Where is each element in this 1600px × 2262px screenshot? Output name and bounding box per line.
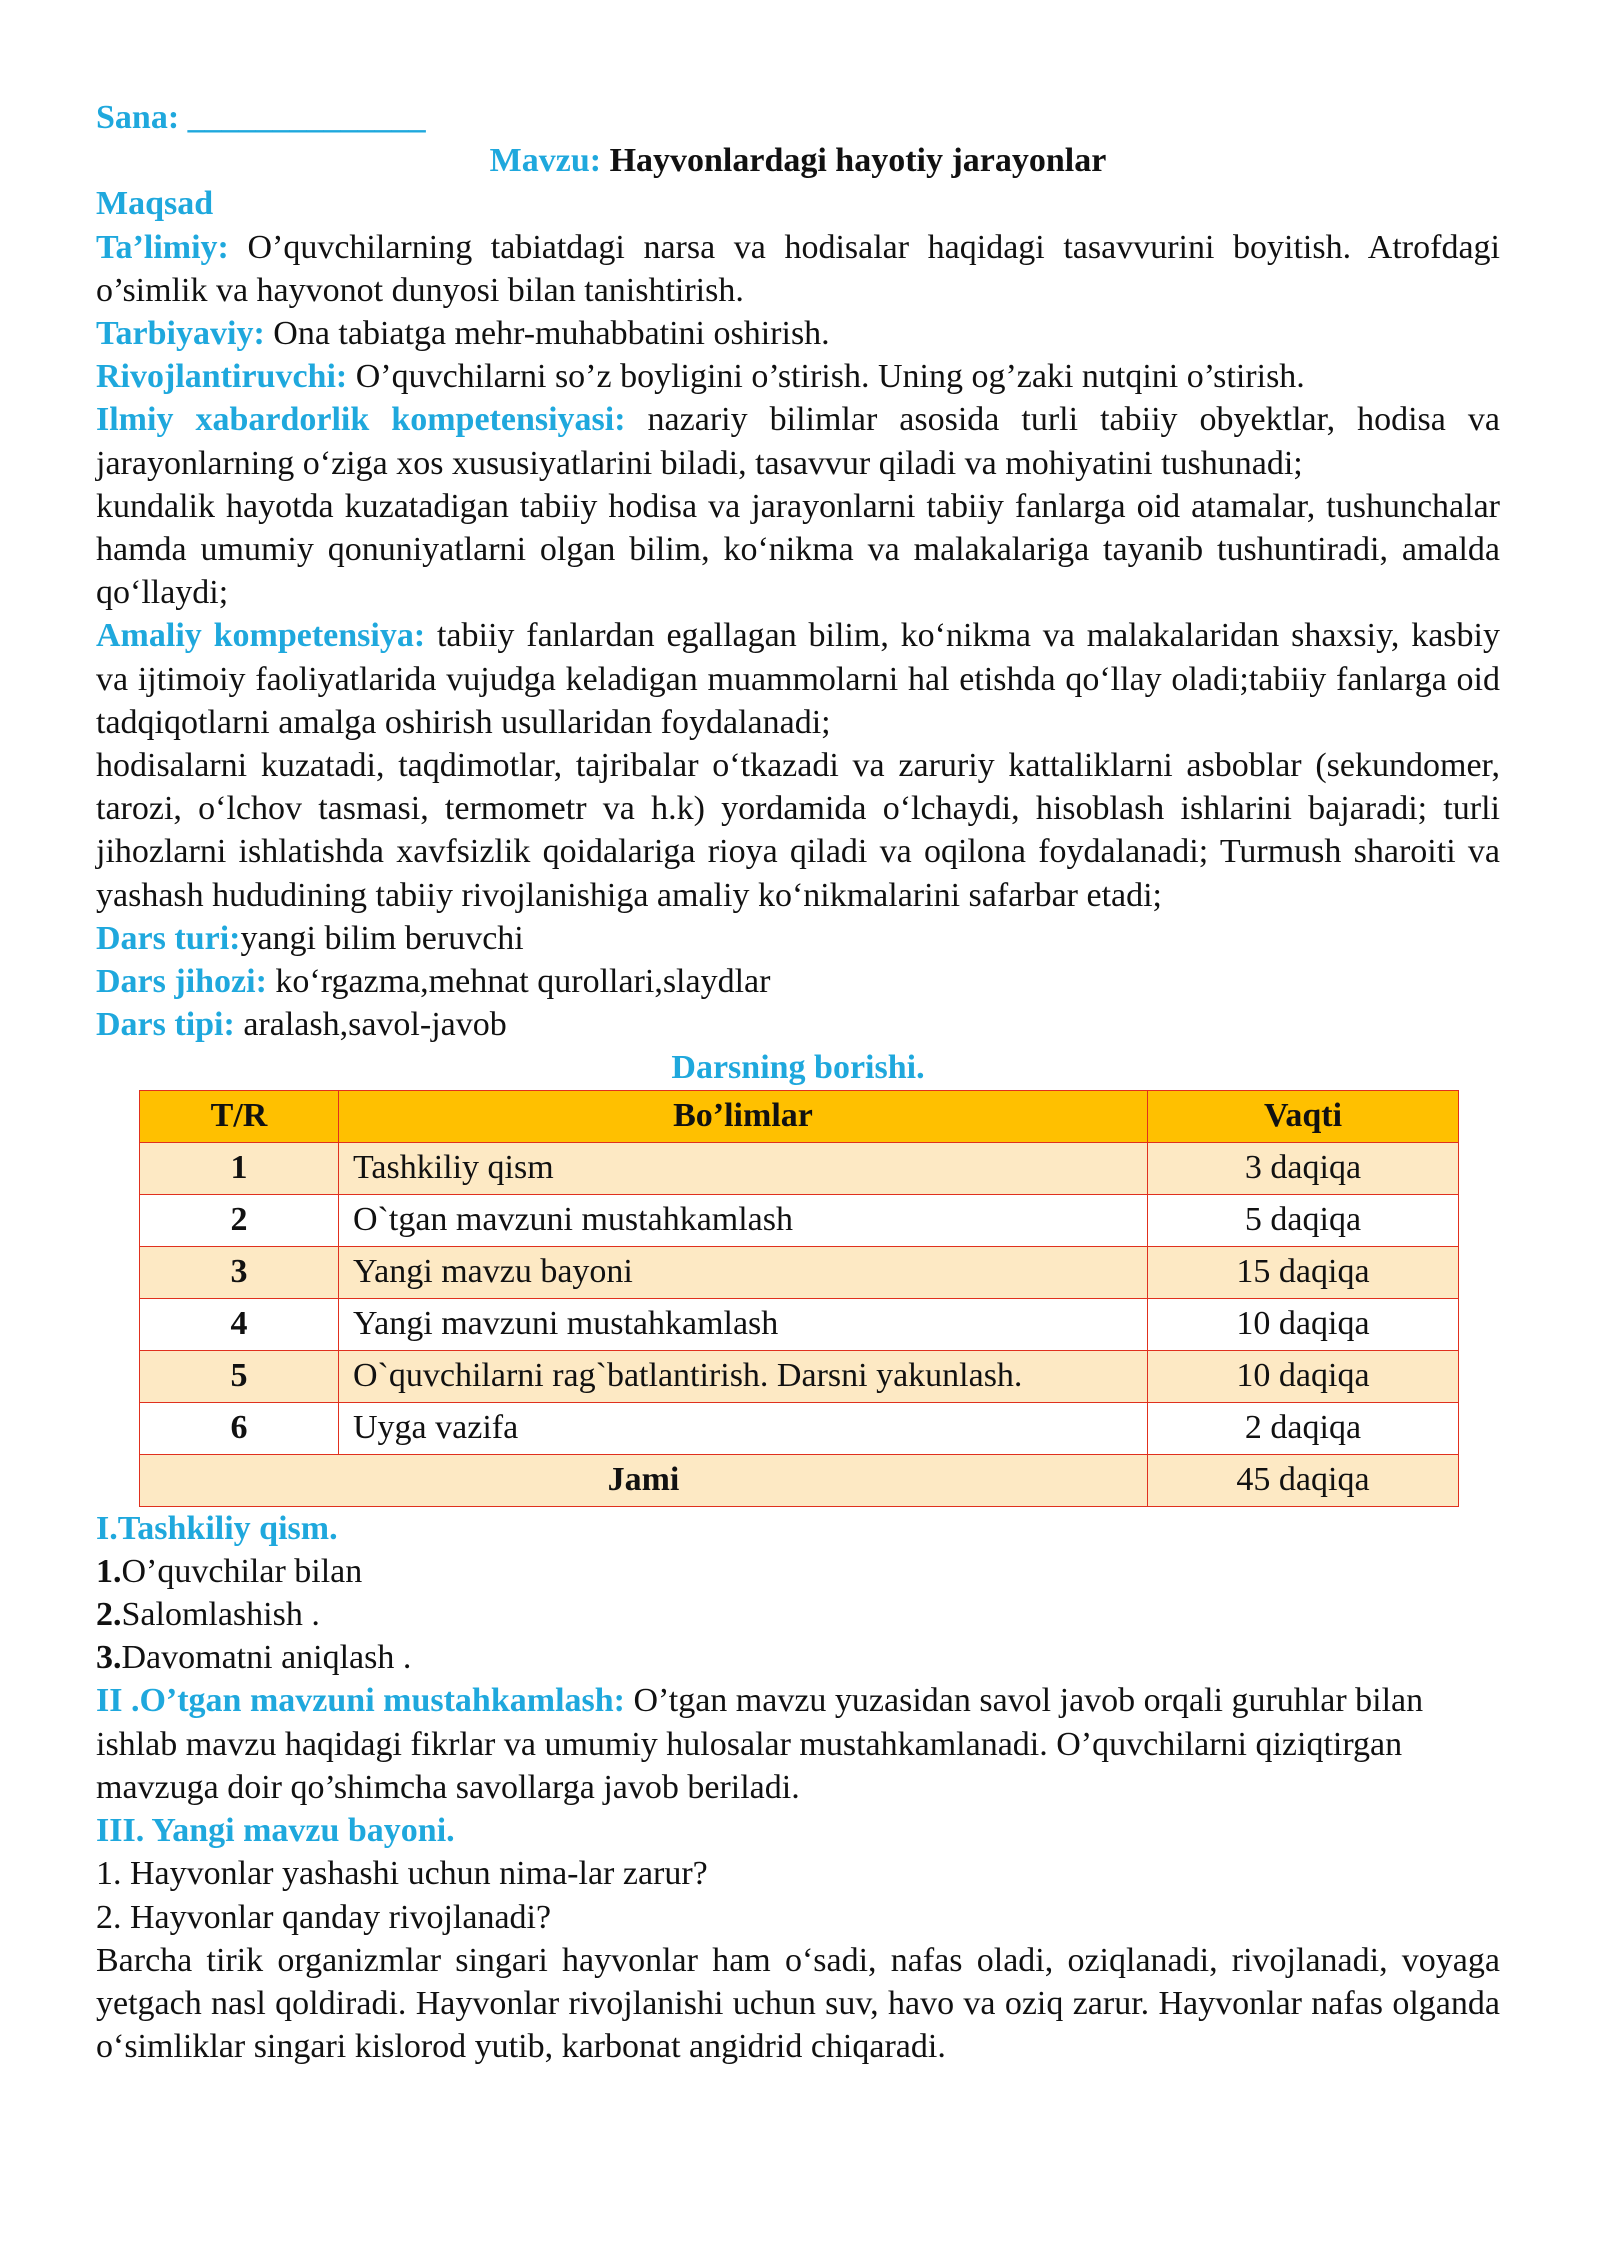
lesson-equipment-line [96, 960, 1500, 1003]
rivoj-paragraph [96, 355, 1500, 398]
row-section: Yangi mavzu bayoni [339, 1246, 1148, 1298]
table-header-row [140, 1090, 1459, 1142]
topic-line [96, 139, 1500, 182]
part1-heading: I.Tashkiliy qism. [96, 1509, 338, 1547]
lesson-equipment-text: ko‘rgazma,mehnat qurollari,slaydlar [266, 963, 771, 1001]
part1-item-text: Davomatni aniqlash . [121, 1639, 412, 1677]
talimiy-label: Ta’limiy: [96, 228, 229, 266]
lesson-type-line [96, 917, 1500, 960]
total-label: Jami [140, 1454, 1148, 1506]
ilmiy-text: nazariy bilimlar asosida turli tabiiy obyektlar, hodisa va jarayonlarning o‘ziga xos xususiyatlarini biladi, tasavvur qiladi va mohiyatini tushunadi; [96, 401, 1500, 482]
ilmiy-label: Ilmiy xabardorlik kompetensiyasi: [96, 401, 626, 439]
part1-item-number: 2. [96, 1596, 122, 1634]
talimiy-text: O’quvchilarning tabiatdagi narsa va hodisalar haqidagi tasavvurini boyitish. Atrofdagi o’simlik va hayvonot dunyosi bilan tanishtirish. [96, 228, 1500, 309]
date-label: Sana: [96, 99, 180, 136]
row-section: Tashkiliy qism [339, 1142, 1148, 1194]
header-sections: Bo’limlar [339, 1090, 1148, 1142]
part2-paragraph [96, 1679, 1500, 1809]
lesson-type-label: Dars turi: [96, 919, 241, 957]
table-row [140, 1142, 1459, 1194]
table-row [140, 1246, 1459, 1298]
date-blank: ______________ [187, 99, 426, 136]
row-section: Uyga vazifa [339, 1402, 1148, 1454]
part1-item [96, 1593, 1500, 1636]
row-time: 5 daqiqa [1148, 1194, 1459, 1246]
lesson-kind-line [96, 1003, 1500, 1046]
table-row [140, 1350, 1459, 1402]
rivoj-label: Rivojlantiruvchi: [96, 358, 348, 396]
tarbiyaviy-paragraph [96, 312, 1500, 355]
lesson-kind-label: Dars tipi: [96, 1006, 235, 1044]
part3-question-2: 2. Hayvonlar qanday rivojlanadi? [96, 1898, 552, 1936]
date-line [96, 96, 1500, 139]
tarbiyaviy-text: Ona tabiatga mehr-muhabbatini oshirish. [264, 315, 830, 353]
part1-item-text: O’quvchilar bilan [121, 1552, 363, 1590]
amaliy-paragraph [96, 614, 1500, 744]
lesson-equipment-label: Dars jihozi: [96, 963, 267, 1001]
part1-item [96, 1550, 1500, 1593]
part2-label: II .O’tgan mavzuni mustahkamlash: [96, 1682, 625, 1720]
header-tr: T/R [140, 1090, 339, 1142]
total-time: 45 daqiqa [1148, 1454, 1459, 1506]
row-time: 3 daqiqa [1148, 1142, 1459, 1194]
topic-title: Hayvonlardagi hayotiy jarayonlar [609, 142, 1107, 180]
row-time: 10 daqiqa [1148, 1350, 1459, 1402]
row-number: 1 [140, 1142, 339, 1194]
row-number: 5 [140, 1350, 339, 1402]
part3-heading: III. Yangi mavzu bayoni. [96, 1812, 455, 1850]
row-time: 15 daqiqa [1148, 1246, 1459, 1298]
lesson-type-text: yangi bilim beruvchi [240, 919, 524, 957]
part1-item-number: 3. [96, 1639, 122, 1677]
ilmiy-paragraph [96, 398, 1500, 484]
talimiy-paragraph [96, 226, 1500, 312]
row-section: Yangi mavzuni mustahkamlash [339, 1298, 1148, 1350]
rivoj-text: O’quvchilarni so’z boyligini o’stirish. Uning og’zaki nutqini o’stirish. [347, 358, 1305, 396]
row-number: 3 [140, 1246, 339, 1298]
part1-item-text: Salomlashish . [121, 1596, 320, 1634]
row-number: 6 [140, 1402, 339, 1454]
header-time: Vaqti [1148, 1090, 1459, 1142]
lesson-plan-table [139, 1090, 1459, 1507]
row-time: 10 daqiqa [1148, 1298, 1459, 1350]
row-section: O`quvchilarni rag`batlantirish. Darsni yakunlash. [339, 1350, 1148, 1402]
ilmiy-paragraph-2: kundalik hayotda kuzatadigan tabiiy hodisa va jarayonlarni tabiiy fanlarga oid atamalar, tushunchalar hamda umumiy qonuniyatlarni olgan bilim, ko‘nikma va malakalariga tayanib tushuntiradi, amalda qo‘llaydi; [96, 487, 1500, 612]
part3-question-1: 1. Hayvonlar yashashi uchun nima-lar zarur? [96, 1855, 708, 1893]
row-number: 2 [140, 1194, 339, 1246]
row-time: 2 daqiqa [1148, 1402, 1459, 1454]
row-section: O`tgan mavzuni mustahkamlash [339, 1194, 1148, 1246]
part3-body: Barcha tirik organizmlar singari hayvonlar ham o‘sadi, nafas oladi, oziqlanadi, rivojlanadi, voyaga yetgach nasl qoldiradi. Hayvonlar rivojlanishi uchun suv, havo va oziq zarur. Hayvonlar nafas olganda o‘simliklar singari kislorod yutib, karbonat angidrid chiqaradi. [96, 1941, 1500, 2066]
part1-item [96, 1636, 1500, 1679]
tarbiyaviy-label: Tarbiyaviy: [96, 315, 265, 353]
amaliy-paragraph-2: hodisalarni kuzatadi, taqdimotlar, tajribalar o‘tkazadi va zaruriy kattaliklarni asboblar (sekundomer, tarozi, o‘lchov tasmasi, termometr va h.k) yordamida o‘lchaydi, hisoblash ishlarini bajaradi; turli jihozlarni ishlatishda xavfsizlik qoidalariga rioya qiladi va oqilona foydalanadi; Turmush sharoiti va yashash hududining tabiiy rivojlanishiga amaliy ko‘nikmalarini safarbar etadi; [96, 747, 1500, 914]
table-row [140, 1194, 1459, 1246]
topic-label: Mavzu: [489, 142, 602, 180]
part2-text: O’tgan mavzu yuzasidan savol javob orqali guruhlar bilan ishlab mavzu haqidagi fikrlar va umumiy hulosalar mustahkamlanadi. O’quvchilarni qiziqtirgan mavzuga doir qo’shimcha savollarga javob beriladi. [96, 1682, 1424, 1806]
table-row [140, 1298, 1459, 1350]
amaliy-text: tabiiy fanlardan egallagan bilim, ko‘nikma va malakalaridan shaxsiy, kasbiy va ijtimoiy faoliyatlarida vujudga keladigan muammolarni hal etishda qo‘llay oladi;tabiiy fanlarga oid tadqiqotlarni amalga oshirish usullaridan foydalanadi; [96, 617, 1500, 741]
row-number: 4 [140, 1298, 339, 1350]
table-total-row [140, 1454, 1459, 1506]
part1-item-number: 1. [96, 1552, 122, 1590]
plan-title: Darsning borishi. [671, 1049, 925, 1087]
goals-heading: Maqsad [96, 185, 214, 223]
amaliy-label: Amaliy kompetensiya: [96, 617, 426, 655]
table-row [140, 1402, 1459, 1454]
lesson-kind-text: aralash,savol-javob [234, 1006, 507, 1044]
